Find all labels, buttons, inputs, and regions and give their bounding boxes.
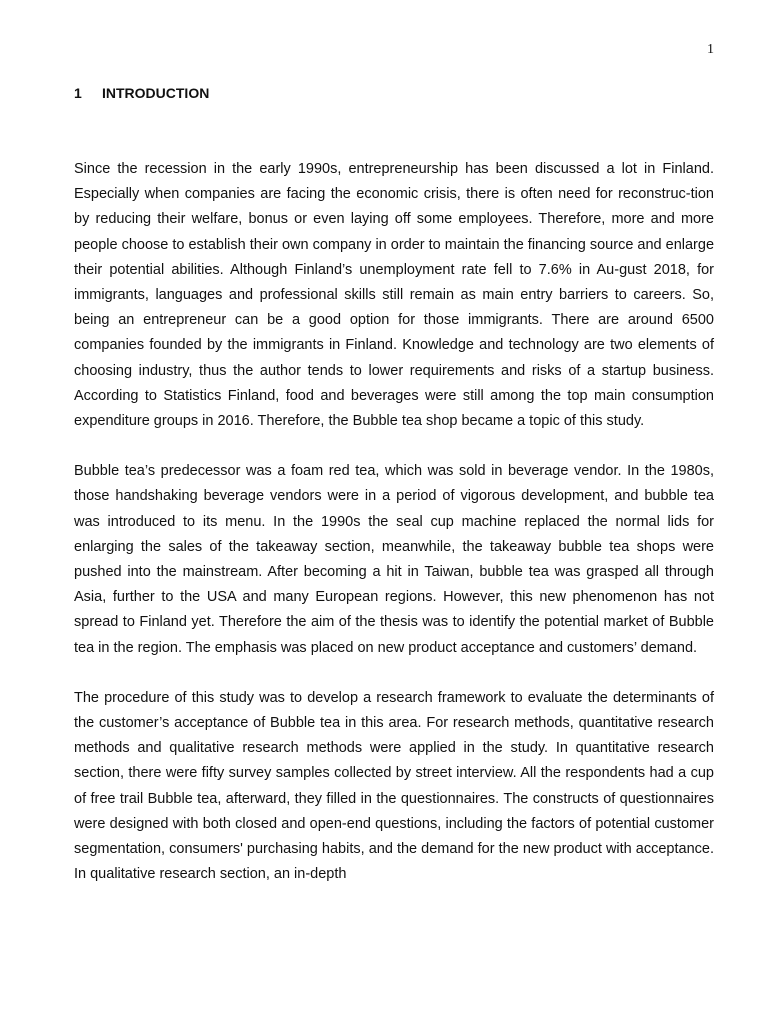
page-number: 1 [707,42,714,57]
section-title: INTRODUCTION [102,85,210,101]
paragraph-1: Since the recession in the early 1990s, entrepreneurship has been discussed a lot in Finland. Especially when companies are facing the economic crisis, there is often need for reconstruc-tion by reducing their welfare, bonus or even laying off some employees. Therefore, more and more people choose to establish their own company in order to maintain the financing source and enlarge their potential abilities. Although Finland’s unemployment rate fell to 7.6% in Au-gust 2018, for immigrants, languages and professional skills still remain as main entry barriers to careers. So, being an entrepreneur can be a good option for those immigrants. There are around 6500 companies founded by the immigrants in Finland. Knowledge and technology are two elements of choosing industry, thus the author tends to lower requirements and risks of a startup business. According to Statistics Finland, food and beverages were still among the top main consumption expenditure groups in 2016. Therefore, the Bubble tea shop became a topic of this study. [74,161,715,430]
paragraph-2: Bubble tea’s predecessor was a foam red tea, which was sold in beverage vendor. In the 1980s, those handshaking beverage vendors were in a period of vigorous development, and bubble tea was introduced to its menu. In the 1990s the seal cup machine replaced the normal lids for enlarging the sales of the takeaway section, meanwhile, the takeaway bubble tea shops were pushed into the mainstream. After becoming a hit in Taiwan, bubble tea was grasped all through Asia, further to the USA and many European regions. However, this new phenomenon has not spread to Finland yet. Therefore the aim of the thesis was to identify the potential market of Bubble tea in the region. The emphasis was placed on new product acceptance and customers’ demand. [74,463,714,656]
body-text [74,157,714,912]
section-number: 1 [74,85,82,101]
section-heading [74,85,209,101]
paragraph-3: The procedure of this study was to develop a research framework to evaluate the determinants of the customer’s acceptance of Bubble tea in this area. For research methods, quantitative research methods and qualitative research methods were applied in the study. In quantitative research section, there were fifty survey samples collected by street interview. All the respondents had a cup of free trail Bubble tea, afterward, they filled in the questionnaires. The constructs of questionnaires were designed with both closed and open-end questions, including the factors of potential customer segmentation, consumers' purchasing habits, and the demand for the new product with acceptance. In qualitative research section, an in-depth [74,689,714,883]
